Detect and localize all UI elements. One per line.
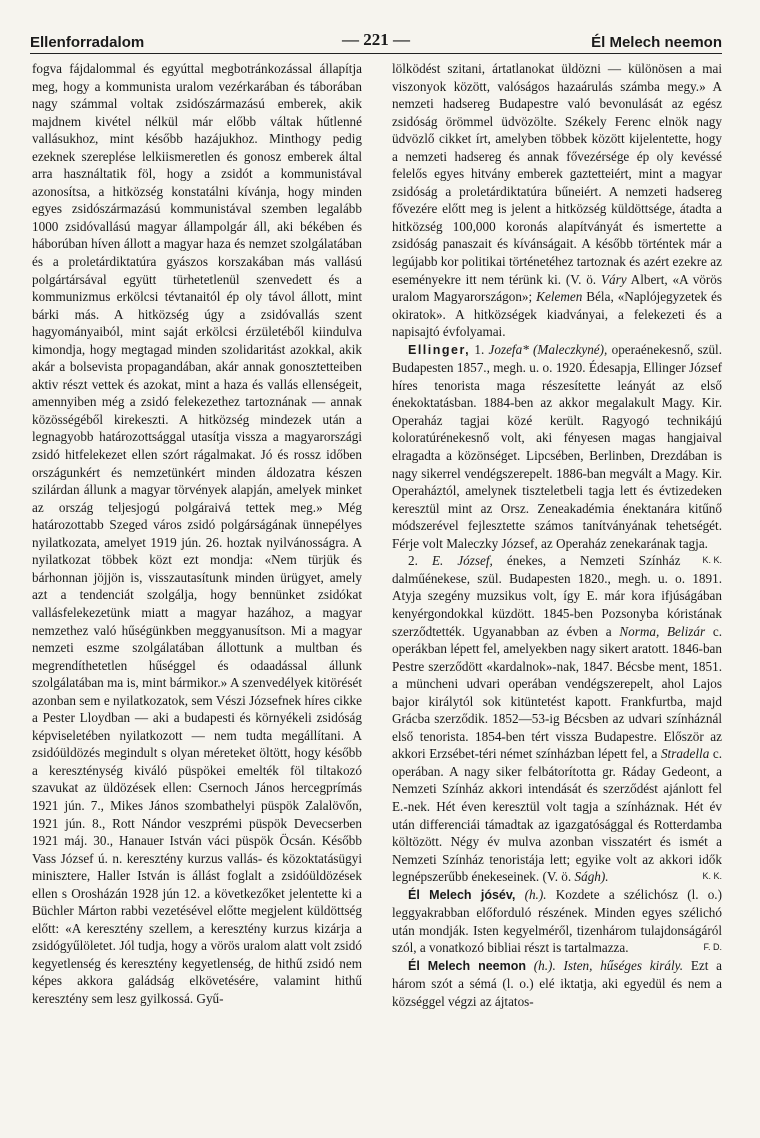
header-section-title: Ellenforradalom: [30, 34, 145, 51]
page-number: — 221 —: [342, 30, 410, 49]
right-column: [392, 60, 722, 1011]
author-signature: F. D.: [703, 942, 722, 953]
entry-ellinger-1: Ellinger, 1. Jozefa* (Maleczkyné), operaénekesnő, szül. Budapesten 1857., megh. u. o. 1920. Édesapja, Ellinger József híres tenorista maga részesítette leányát az első énekoktatásban. 1884-ben az akkor megalakult Magy. Kir. Operaház tagjai közé került. Ragyogó technikájú koloratúrénekesnő volt, aki fényesen magas hangjaival elragadta a közönséget. Lipcsében, Berlinben, Drezdában is nagy sikerrel vendégszerepelt. 1886-ban megvált a Magy. Kir. Operaháztól, amelynek tiszteletbeli tagja lett és évtizedeken keresztül mint az Orsz. Zeneakadémia énektanára kitűnő módszerével fejlesztette számos tanítványának tehetségét. Férje volt Maleczky József, az Operaház zenekarának tagja. K. K.: [392, 341, 722, 553]
ref-author-2: Kelemen: [536, 289, 583, 305]
left-column-text: fogva fájdalommal és egyúttal megbotránkozással állapítja meg, hogy a kommunista uralom vezérkarában és táborában nagy számmal voltak zsidószármazású emberek, akik majdnem kivétel nélkül már előbb váltak hűtlenné vallásukhoz, mint később hazájukhoz. Minthogy pedig ezeknek szereplése lelkiismeretlen és gonosz emberek által arra használtatik föl, hogy a zsidót a kommunistával azonosítsa, a hitközség konstatálni kívánja, hogy minden egyes zsidószármazású kommunistával szemben legalább 1000 zsidóvallású magyar állampolgár áll, aki békében és háborúban híven állott a magyar haza és nemzet szolgálatában és a proletárdiktatúra gyászos korszakában más vallású polgártársával együtt türhetetlenül szenvedett és a kommunizmus erkölcsi tévtanaitól ép oly távol állott, mint bárki más. A hitközség úgy a zsidóvallás szent hagyományaiból, mint saját erkölcsi érzületéből kiindulva kimondja, hogy megtagad minden szolidaritást azokkal, akik akár a bolsevista propagandában, akár annak gonosztetteiben aktiv részt vettek és azokat, mint a haza és vallás ellenségeit, amennyiben még a zsidó felekezethez tartoznának — annak közösségéből kirekeszti. A hitközség mindezek után a legnagyobb határozottsággal utasítja vissza a magyarországi zsidó hitfelekezet ellen szórt rágalmakat. Jó és rossz időben országunkért és nemzetünkért minden áldozatra készen szilárdan állunk a magyar törvények alapján, amelyek minket az ország teljesjogú polgáraivá tettek meg.» Még határozottabb Szeged város zsidó polgárságának ünnepélyes nyilatkozata, amelyet 1919 jún. 26. hoztak nyilvánosságra. A nyilatkozat többek közt ezt mondja: «Nem türjük és bárhonnan jöjjön is, visszautasítunk minden ürügyet, amely azt a tendenciát szolgálja, hogy bennünket zsidókat vallásfelekezetünk miatt a magyar hazához, a magyar nemzethez való hűségünkben meggyanusítson. Mi a magyar nemzeti eszme szolgálatában állottunk a multban és megrendíthetetlen hűséggel és odaadással állunk szolgálatában ma is, mint bármikor.» A szenvedélyek kitörését azonban sem e nyilatkozatok, sem Vészi Józsefnek híres cikke a Pester Lloydban — aki a budapesti és környékeli zsidóság képviseletében nyilatkozott — nem tudta megállítani. A zsidóüldözés megindult s olyan méreteket öltött, hogy később a kereszténység kiváló püspökei emelték föl tiltakozó szavukat az üldözések ellen: Csernoch János hercegprímás 1921 jún. 7., Mikes János szombathelyi püspök Zalalövőn, 1921 jún. 8., Rott Nándor veszprémi püspök Devecserben 1921 máj. 30., Hanauer István váci püspök Öcsán. Később Vass József ú. n. keresztény kurzus vallás- és közoktatásügyi minisztere, Haller István is állást foglalt a zsidóüldözések ellen s Orosházán 1928 jún 12. a következőket jelentette ki a Büchler Márton rabbi vezetésével előtte megjelent küldöttség előtt: «A keresztény szellem, a keresztény kurzus kizárja a zsidógyűlöletet. Jól tudja, hogy a vörös uralom alatt volt zsidó kegyetlenség és keresztény kegyetlenség, de hithű zsidó nem képes akkora galádság elkövetésére, valamint hithű keresztény sem lesz gyilkossá. Gyű-: [32, 61, 362, 1006]
author-signature: K. K.: [702, 871, 722, 882]
entry-headword: Él Melech neemon: [408, 958, 526, 973]
ref-text-2: Béla, «Naplójegyzetek és okiratok». A hitközségek kiadványai, a felekezeti és a napisajtó évfolyamai.: [392, 289, 723, 340]
entry-translation: Isten, hűséges király.: [563, 957, 684, 973]
continuation-paragraph: [392, 60, 722, 341]
entry-headword: Ellinger,: [408, 342, 471, 357]
entry-subname: E. József,: [431, 553, 493, 569]
header-entry-title: Él Melech neemon: [591, 34, 722, 51]
entry-body: Kozdete a szélichósz (l. o.) leggyakrabban előforduló részének. Minden egyes szélichó után mondják. Isten kegyelméről, tizenhárom tulajdonságáról szól, a vonatkozó bibliai részt is tartalmazza.: [392, 886, 722, 956]
author-signature: K. K.: [702, 555, 722, 566]
ref-author-1: Váry: [600, 271, 627, 287]
entry-subname: Jozefa*: [488, 341, 529, 357]
entry-body: Ezt a három szót a sémá (l. o.) elé iktatja, aki egyedül és nem a községgel végzi az ájtatos-: [392, 957, 723, 1009]
ref-text-1: Albert, «A vörös uralom Magyarországon»;: [392, 271, 722, 305]
left-column: [32, 60, 362, 1008]
entry-body: operaénekesnő, szül. Budapesten 1857., megh. u. o. 1920. Édesapja, Ellinger József híres tenorista maga részesítette leányát az első énekoktatásban. 1884-ben az akkor megalakult Magy. Kir. Operaház tagjai közé került. Ragyogó technikájú koloratúrénekesnő volt, aki fényesen magas hangjaival elragadta a közönséget. Lipcsében, Berlinben, Drezdában is nagy sikerrel vendégszerepelt. 1886-ban megvált a Magy. Kir. Operaháztól, amelynek tiszteletbeli tagja lett és évtizedeken keresztül mint az Orsz. Zeneakadémia énektanára kitűnő módszerével fejlesztette számos tanítványának tehetségét. Férje volt Maleczky József, az Operaház zenekarának tagja.: [392, 341, 723, 551]
continuation-text: lölködést szitani, ártatlanokat üldözni — különösen a mai viszonyok között, valóságos hazaárulás számba megy.» A nemzeti hadsereg Budapestre való bevonulását az egész zsidóság örömmel üdvözölte. Székely Ferenc elnök nagy üdvözlő cikket írt, amelyben többek között kijelentette, hogy a nemzeti hadsereg és annak fővezérsége ép oly kevéssé felelős egyes hitvány emberek gaztetteiért, mint a magyar zsidóság a proletárdiktatúra bűneiért. A nemzeti hadsereg fővezére előtt meg is jelent a hitközség küldöttsége, átadta a hitközség 100,000 koronás alapítványát és ismertette a zsidóság panaszait és kívánságait. A később történtek már a legújabb kor politikai történetéhez tartoznak és azért ezekre az eseményekre itt nem térünk ki. (V. ö.: [392, 61, 722, 287]
entry-ellinger-2: 2. E. József, énekes, a Nemzeti Színház dalműénekese, szül. Budapesten 1820., megh. u. o. 1891. Atyja szegény muzsikus volt, így E. már kora ifjúságában kenyérgondokkal küzdött. 1845-ben Pozsonyba kóristának szerződtették. Ugyanabban az évben a Norma, Belizár c. operákban lépett fel, amelyekben nagy sikert aratott. 1846-ban Pestre szerződött «kardalnok»-nak, 1847. Bécsbe ment, 1851. a müncheni udvari operában vendégszerepelt, ahol Lajos bajor királytól sok kitüntetést kapott. Frankfurtba, majd Grácba szerződik. 1852—53-ig Bécsben az udvari színháznál első tenorista. 1854-ben tért vissza Budapestre. Először az akkori Erzsébet-téri német színházban lépett fel, a Stradella c. operában. A nagy siker felbátorította gr. Ráday Gedeont, a Nemzeti Színház akkori intendását és szerződést ajánlott fel E.-nek. Hét éven keresztül volt tagja a színháznak. Hét év után differenciái támadtak az igazgatósággal és Rotterdamba költözött. Négy év mulva azonban visszatért és ismét a Nemzeti Színház tenoristája lett; egyike volt az akkori idők legnépszerűbb énekeseinek. (V. ö. Ságh). K. K.: [392, 553, 723, 885]
running-header: [30, 30, 722, 52]
entry-el-melech-neemon: Él Melech neemon (h.). Isten, hűséges király. Ezt a három szót a sémá (l. o.) elé iktatja, aki egyedül és nem a községgel végzi az ájtatos-: [392, 957, 723, 1009]
entry-el-melech-josev: Él Melech jósév, (h.). Kozdete a szélichósz (l. o.) leggyakrabban előforduló részének. Minden egyes szélichó után mondják. Isten kegyelméről, tizenhárom tulajdonságáról szól, a vonatkozó bibliai részt is tartalmazza. F. D.: [392, 886, 722, 956]
entry-headword: Él Melech jósév,: [408, 887, 516, 902]
header-rule: [30, 53, 722, 54]
